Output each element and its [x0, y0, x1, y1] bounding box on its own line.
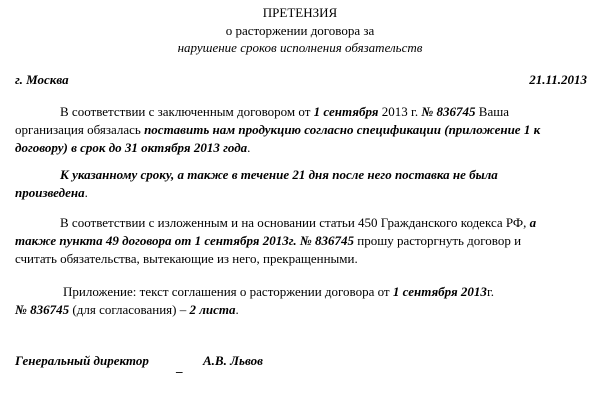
document-title: ПРЕТЕНЗИЯ: [262, 5, 338, 20]
signature-line: _: [176, 359, 183, 374]
paragraph-line: К указанному сроку, а также в течение 21 дня после него поставка не была: [60, 167, 498, 182]
text-fragment-bold: а: [529, 215, 537, 230]
paragraph-line: [15, 214, 587, 232]
text-fragment: .: [84, 185, 88, 200]
text-fragment: организация обязалась: [15, 122, 145, 137]
signatory-position: Генеральный директор: [15, 353, 149, 368]
contract-date: 1 сентября: [313, 104, 379, 119]
contract-number: № 836745: [15, 302, 70, 317]
text-fragment: Ваша: [475, 104, 510, 119]
paragraph-line: [15, 184, 587, 202]
paragraph-line: [15, 301, 587, 319]
paragraph-line: [15, 121, 587, 139]
text-fragment: Приложение: текст соглашения о расторжении договора от: [63, 284, 393, 299]
signatory-name: А.В. Львов: [203, 353, 263, 368]
title-subline-italic: [0, 39, 600, 57]
contract-clause: также пункта 49 договора от 1 сентября 2013г. № 836745: [15, 233, 355, 248]
paragraph-line: [15, 139, 587, 157]
text-fragment: г.: [486, 284, 495, 299]
text-fragment: прошу расторгнуть договор и: [354, 233, 522, 248]
breach-text: произведена: [15, 185, 85, 200]
paragraph-line: [15, 103, 587, 121]
text-fragment: (для согласования) –: [69, 302, 190, 317]
text-fragment: В соответствии с изложенным и на основании статьи 450 Гражданского кодекса РФ,: [60, 215, 530, 230]
text-fragment: .: [235, 302, 239, 317]
agreement-date: 1 сентября 2013: [392, 284, 487, 299]
paragraph-line: [15, 283, 587, 301]
deadline-text: договору) в срок до 31 октября 2013 года: [15, 140, 248, 155]
city: г. Москва: [15, 72, 69, 87]
title-subline-italic-text: нарушение сроков исполнения обязательств: [177, 40, 423, 55]
text-fragment: .: [247, 140, 251, 155]
obligation-text: поставить нам продукцию согласно спецификации (приложение 1 к: [144, 122, 541, 137]
text-fragment: В соответствии с заключенным договором от: [60, 104, 314, 119]
contract-number: № 836745: [421, 104, 476, 119]
document-date: 21.11.2013: [529, 72, 587, 87]
paragraph-line: считать обязательства, вытекающие из него, прекращенными.: [15, 251, 358, 266]
paragraph-contract: [15, 103, 587, 157]
paragraph-line: [15, 232, 587, 250]
paragraph-breach: [15, 166, 587, 202]
text-fragment: 2013 г.: [378, 104, 422, 119]
attachment-note: [15, 283, 587, 319]
paragraph-request: [15, 214, 587, 268]
title-subline: о расторжении договора за: [225, 23, 375, 38]
page-count: 2 листа: [189, 302, 236, 317]
